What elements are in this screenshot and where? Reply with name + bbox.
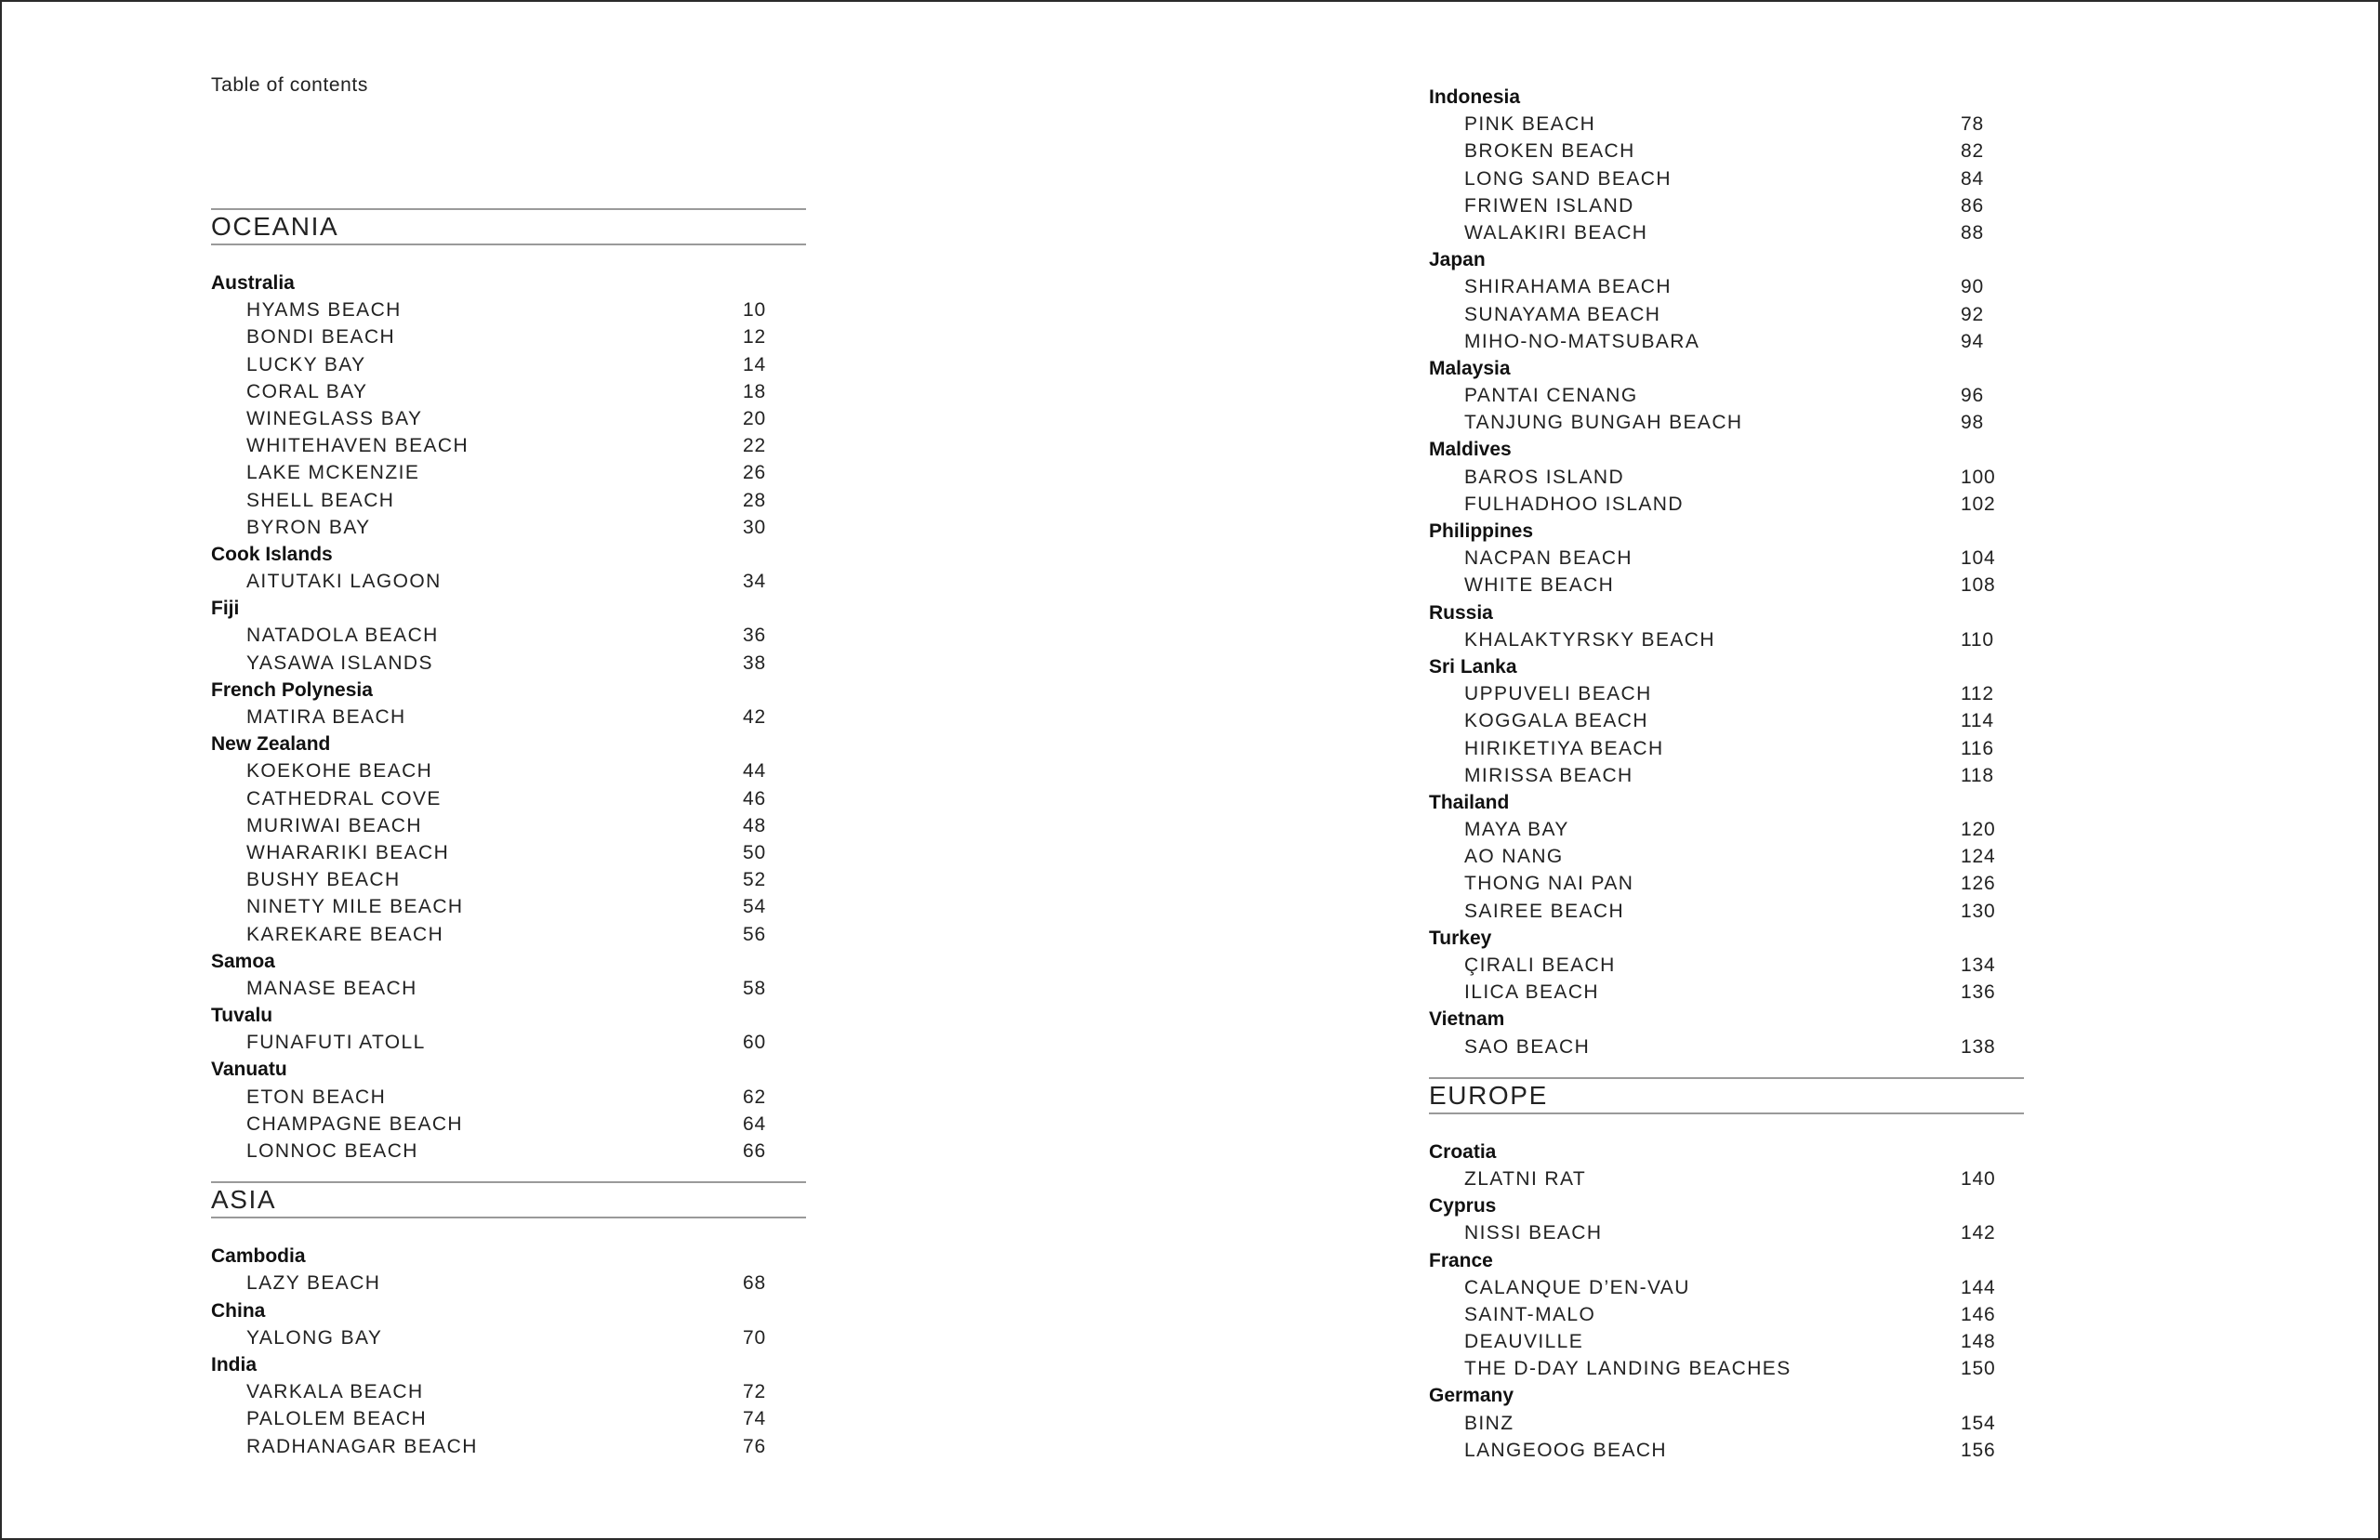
country-heading: Indonesia xyxy=(1429,86,1521,108)
entry-page-number: 28 xyxy=(743,489,766,511)
entry-page-number: 68 xyxy=(743,1272,766,1295)
toc-entry[interactable] xyxy=(1429,138,2024,165)
entry-page-number: 94 xyxy=(1961,330,1984,352)
entry-page-number: 36 xyxy=(743,625,766,647)
toc-entry[interactable] xyxy=(211,812,806,839)
toc-entry[interactable] xyxy=(1429,1328,2024,1355)
entry-page-number: 74 xyxy=(743,1408,766,1430)
toc-entry[interactable] xyxy=(1429,1219,2024,1246)
toc-entry[interactable] xyxy=(1429,680,2024,707)
entry-page-number: 22 xyxy=(743,435,766,457)
entry-title: KAREKARE BEACH xyxy=(246,923,444,945)
toc-region xyxy=(1429,1077,2024,1464)
entry-page-number: 118 xyxy=(1961,764,1994,786)
entry-title: ÇIRALI BEACH xyxy=(1464,954,1616,976)
toc-region xyxy=(211,1181,806,1460)
toc-entry[interactable] xyxy=(1429,464,2024,491)
country-heading: Australia xyxy=(211,272,295,294)
entry-title: WINEGLASS BAY xyxy=(246,407,423,429)
toc-entry[interactable] xyxy=(1429,898,2024,925)
toc-entry[interactable] xyxy=(211,378,806,405)
entry-title: MAYA BAY xyxy=(1464,819,1569,841)
country-heading: Thailand xyxy=(1429,791,1510,813)
toc-entry[interactable] xyxy=(211,1324,806,1351)
country-heading: Fiji xyxy=(211,598,240,620)
entry-title: CATHEDRAL COVE xyxy=(246,787,442,809)
country-heading: Russia xyxy=(1429,601,1493,624)
toc-entry[interactable] xyxy=(1429,1437,2024,1464)
entry-page-number: 14 xyxy=(743,353,766,375)
entry-title: HIRIKETIYA BEACH xyxy=(1464,737,1664,759)
toc-entry[interactable] xyxy=(1429,1033,2024,1060)
toc-entry[interactable] xyxy=(211,785,806,812)
toc-region xyxy=(211,208,806,1165)
entry-title: WHARARIKI BEACH xyxy=(246,841,450,863)
entry-title: VARKALA BEACH xyxy=(246,1381,424,1403)
entry-title: BUSHY BEACH xyxy=(246,869,401,891)
toc-entry[interactable] xyxy=(211,405,806,432)
entry-title: LANGEOOG BEACH xyxy=(1464,1439,1667,1461)
toc-entry[interactable] xyxy=(211,351,806,378)
entry-title: YALONG BAY xyxy=(246,1326,383,1349)
toc-entry[interactable] xyxy=(1429,1274,2024,1301)
entry-title: THE D-DAY LANDING BEACHES xyxy=(1464,1358,1792,1380)
entry-page-number: 42 xyxy=(743,706,766,728)
entry-title: PALOLEM BEACH xyxy=(246,1408,428,1430)
entry-page-number: 148 xyxy=(1961,1331,1996,1353)
entry-title: NACPAN BEACH xyxy=(1464,547,1633,570)
entry-title: BINZ xyxy=(1464,1412,1514,1434)
entry-page-number: 126 xyxy=(1961,873,1996,895)
country-heading: Japan xyxy=(1429,249,1486,271)
entry-page-number: 12 xyxy=(743,326,766,349)
entry-page-number: 64 xyxy=(743,1112,766,1135)
entry-title: PINK BEACH xyxy=(1464,113,1596,136)
toc-entry[interactable] xyxy=(1429,491,2024,518)
toc-entry[interactable] xyxy=(211,1111,806,1138)
entry-page-number: 72 xyxy=(743,1381,766,1403)
entry-page-number: 146 xyxy=(1961,1303,1996,1325)
toc-entry[interactable] xyxy=(211,1084,806,1111)
toc-column-left xyxy=(211,208,806,1460)
country-heading: Vietnam xyxy=(1429,1008,1505,1031)
entry-page-number: 66 xyxy=(743,1140,766,1162)
entry-title: YASAWA ISLANDS xyxy=(246,652,433,674)
toc-entry[interactable] xyxy=(1429,762,2024,789)
country-heading: Malaysia xyxy=(1429,357,1511,379)
country-heading: Vanuatu xyxy=(211,1059,287,1081)
toc-entry[interactable] xyxy=(211,704,806,731)
entry-page-number: 100 xyxy=(1961,466,1996,488)
entry-title: SAIREE BEACH xyxy=(1464,900,1625,922)
entry-title: MIRISSA BEACH xyxy=(1464,764,1633,786)
entry-title: NISSI BEACH xyxy=(1464,1222,1603,1244)
entry-title: RADHANAGAR BEACH xyxy=(246,1435,478,1457)
toc-column-right xyxy=(1429,84,2024,1464)
entry-page-number: 46 xyxy=(743,787,766,809)
entry-title: WALAKIRI BEACH xyxy=(1464,221,1648,244)
entry-title: SAO BEACH xyxy=(1464,1035,1591,1058)
entry-page-number: 114 xyxy=(1961,710,1994,732)
entry-page-number: 38 xyxy=(743,652,766,674)
entry-title: CORAL BAY xyxy=(246,380,368,402)
entry-title: BAROS ISLAND xyxy=(1464,466,1625,488)
entry-page-number: 78 xyxy=(1961,113,1984,136)
entry-page-number: 96 xyxy=(1961,385,1984,407)
entry-title: TANJUNG BUNGAH BEACH xyxy=(1464,412,1743,434)
entry-title: AO NANG xyxy=(1464,846,1564,868)
toc-entry[interactable] xyxy=(1429,111,2024,138)
toc-entry[interactable] xyxy=(1429,626,2024,653)
entry-page-number: 18 xyxy=(743,380,766,402)
entry-title: SAINT-MALO xyxy=(1464,1303,1596,1325)
country-heading: French Polynesia xyxy=(211,678,373,701)
toc-entry[interactable] xyxy=(1429,870,2024,897)
entry-title: DEAUVILLE xyxy=(1464,1331,1584,1353)
entry-page-number: 140 xyxy=(1961,1167,1996,1190)
toc-entry[interactable] xyxy=(211,975,806,1002)
entry-page-number: 82 xyxy=(1961,140,1984,163)
entry-page-number: 138 xyxy=(1961,1035,1996,1058)
entry-page-number: 48 xyxy=(743,814,766,836)
entry-title: SUNAYAMA BEACH xyxy=(1464,303,1661,325)
entry-title: ILICA BEACH xyxy=(1464,981,1599,1004)
entry-page-number: 30 xyxy=(743,516,766,538)
toc-entry[interactable] xyxy=(211,487,806,514)
entry-page-number: 142 xyxy=(1961,1222,1996,1244)
toc-entry[interactable] xyxy=(211,1270,806,1296)
entry-title: BYRON BAY xyxy=(246,516,371,538)
entry-title: LAKE MCKENZIE xyxy=(246,462,420,484)
toc-entry[interactable] xyxy=(1429,1355,2024,1382)
entry-title: MIHO-NO-MATSUBARA xyxy=(1464,330,1700,352)
entry-title: BONDI BEACH xyxy=(246,326,396,349)
toc-entry[interactable] xyxy=(1429,409,2024,436)
country-heading: Sri Lanka xyxy=(1429,655,1517,678)
entry-page-number: 10 xyxy=(743,299,766,322)
entry-title: ETON BEACH xyxy=(246,1086,387,1108)
entry-title: FRIWEN ISLAND xyxy=(1464,194,1634,217)
entry-page-number: 124 xyxy=(1961,846,1996,868)
toc-entry[interactable] xyxy=(1429,192,2024,219)
entry-title: CHAMPAGNE BEACH xyxy=(246,1112,463,1135)
toc-entry[interactable] xyxy=(1429,1301,2024,1328)
toc-entry[interactable] xyxy=(1429,301,2024,328)
entry-title: FULHADHOO ISLAND xyxy=(1464,493,1684,515)
toc-entry[interactable] xyxy=(211,432,806,459)
entry-page-number: 104 xyxy=(1961,547,1996,570)
entry-page-number: 102 xyxy=(1961,493,1996,515)
toc-entry[interactable] xyxy=(1429,1410,2024,1437)
region-heading: ASIA xyxy=(211,1181,806,1218)
toc-entry[interactable] xyxy=(211,921,806,948)
toc-entry[interactable] xyxy=(211,1029,806,1056)
country-heading: Philippines xyxy=(1429,520,1534,542)
entry-page-number: 144 xyxy=(1961,1276,1996,1298)
toc-entry[interactable] xyxy=(211,622,806,649)
entry-page-number: 44 xyxy=(743,760,766,783)
entry-page-number: 26 xyxy=(743,462,766,484)
entry-title: LAZY BEACH xyxy=(246,1272,381,1295)
entry-title: KOEKOHE BEACH xyxy=(246,760,433,783)
entry-page-number: 108 xyxy=(1961,574,1996,597)
entry-title: BROKEN BEACH xyxy=(1464,140,1635,163)
toc-entry[interactable] xyxy=(211,650,806,677)
entry-title: PANTAI CENANG xyxy=(1464,385,1638,407)
entry-page-number: 76 xyxy=(743,1435,766,1457)
toc-entry[interactable] xyxy=(1429,572,2024,599)
entry-page-number: 156 xyxy=(1961,1439,1996,1461)
entry-page-number: 50 xyxy=(743,841,766,863)
entry-title: HYAMS BEACH xyxy=(246,299,402,322)
entry-page-number: 136 xyxy=(1961,981,1996,1004)
toc-entry[interactable] xyxy=(211,757,806,784)
toc-entry[interactable] xyxy=(1429,165,2024,192)
toc-entry[interactable] xyxy=(211,459,806,486)
toc-entry[interactable] xyxy=(1429,273,2024,300)
country-heading: Cyprus xyxy=(1429,1195,1497,1218)
entry-page-number: 20 xyxy=(743,407,766,429)
country-heading: Samoa xyxy=(211,950,275,972)
entry-title: LONNOC BEACH xyxy=(246,1140,418,1162)
entry-page-number: 154 xyxy=(1961,1412,1996,1434)
entry-page-number: 90 xyxy=(1961,276,1984,298)
country-heading: Tuvalu xyxy=(211,1005,273,1027)
entry-title: CALANQUE D’EN-VAU xyxy=(1464,1276,1690,1298)
entry-title: THONG NAI PAN xyxy=(1464,873,1634,895)
entry-title: ZLATNI RAT xyxy=(1464,1167,1587,1190)
entry-page-number: 84 xyxy=(1961,167,1984,190)
country-heading: New Zealand xyxy=(211,733,331,756)
entry-title: SHELL BEACH xyxy=(246,489,395,511)
toc-entry[interactable] xyxy=(211,1138,806,1165)
entry-title: AITUTAKI LAGOON xyxy=(246,571,442,593)
toc-entry[interactable] xyxy=(1429,328,2024,355)
toc-region xyxy=(1429,84,2024,1060)
entry-title: MURIWAI BEACH xyxy=(246,814,422,836)
country-heading: Cambodia xyxy=(211,1245,306,1268)
entry-page-number: 116 xyxy=(1961,737,1994,759)
entry-page-number: 58 xyxy=(743,977,766,999)
entry-title: KHALAKTYRSKY BEACH xyxy=(1464,628,1715,651)
entry-page-number: 70 xyxy=(743,1326,766,1349)
entry-page-number: 60 xyxy=(743,1032,766,1054)
entry-title: LONG SAND BEACH xyxy=(1464,167,1672,190)
entry-page-number: 62 xyxy=(743,1086,766,1108)
entry-title: NINETY MILE BEACH xyxy=(246,896,464,918)
entry-page-number: 86 xyxy=(1961,194,1984,217)
entry-page-number: 92 xyxy=(1961,303,1984,325)
country-heading: France xyxy=(1429,1249,1493,1271)
entry-title: MANASE BEACH xyxy=(246,977,417,999)
toc-entry[interactable] xyxy=(211,866,806,893)
country-heading: Croatia xyxy=(1429,1140,1497,1163)
entry-page-number: 130 xyxy=(1961,900,1996,922)
toc-entry[interactable] xyxy=(1429,979,2024,1006)
entry-page-number: 56 xyxy=(743,923,766,945)
entry-title: WHITEHAVEN BEACH xyxy=(246,435,469,457)
entry-page-number: 54 xyxy=(743,896,766,918)
entry-title: FUNAFUTI ATOLL xyxy=(246,1032,426,1054)
toc-entry[interactable] xyxy=(1429,707,2024,734)
entry-title: MATIRA BEACH xyxy=(246,706,406,728)
entry-title: NATADOLA BEACH xyxy=(246,625,439,647)
toc-entry[interactable] xyxy=(211,323,806,350)
toc-entry[interactable] xyxy=(1429,545,2024,572)
country-heading: Turkey xyxy=(1429,927,1492,949)
entry-page-number: 110 xyxy=(1961,628,1994,651)
country-heading: China xyxy=(211,1299,266,1322)
toc-entry[interactable] xyxy=(1429,735,2024,762)
entry-page-number: 150 xyxy=(1961,1358,1996,1380)
entry-page-number: 112 xyxy=(1961,683,1994,705)
entry-page-number: 52 xyxy=(743,869,766,891)
entry-page-number: 98 xyxy=(1961,412,1984,434)
entry-page-number: 88 xyxy=(1961,221,1984,244)
toc-entry[interactable] xyxy=(1429,219,2024,246)
entry-title: WHITE BEACH xyxy=(1464,574,1615,597)
toc-entry[interactable] xyxy=(211,514,806,541)
toc-entry[interactable] xyxy=(1429,816,2024,843)
country-heading: India xyxy=(211,1353,258,1375)
entry-page-number: 34 xyxy=(743,571,766,593)
country-heading: Germany xyxy=(1429,1385,1514,1407)
toc-entry[interactable] xyxy=(211,296,806,323)
toc-entry[interactable] xyxy=(211,568,806,595)
country-heading: Cook Islands xyxy=(211,543,333,565)
toc-entry[interactable] xyxy=(211,1405,806,1432)
entry-page-number: 134 xyxy=(1961,954,1996,976)
toc-entry[interactable] xyxy=(211,1378,806,1405)
entry-title: LUCKY BAY xyxy=(246,353,366,375)
toc-entry[interactable] xyxy=(1429,382,2024,409)
toc-entry[interactable] xyxy=(1429,952,2024,979)
toc-entry[interactable] xyxy=(211,893,806,920)
toc-entry[interactable] xyxy=(211,839,806,866)
entry-title: KOGGALA BEACH xyxy=(1464,710,1648,732)
entry-title: UPPUVELI BEACH xyxy=(1464,683,1652,705)
entry-title: SHIRAHAMA BEACH xyxy=(1464,276,1672,298)
entry-page-number: 120 xyxy=(1961,819,1996,841)
region-heading: EUROPE xyxy=(1429,1077,2024,1114)
page-title: Table of contents xyxy=(211,74,368,96)
country-heading: Maldives xyxy=(1429,439,1512,461)
toc-entry[interactable] xyxy=(1429,843,2024,870)
region-heading: OCEANIA xyxy=(211,208,806,245)
toc-entry[interactable] xyxy=(211,1433,806,1460)
toc-entry[interactable] xyxy=(1429,1165,2024,1192)
